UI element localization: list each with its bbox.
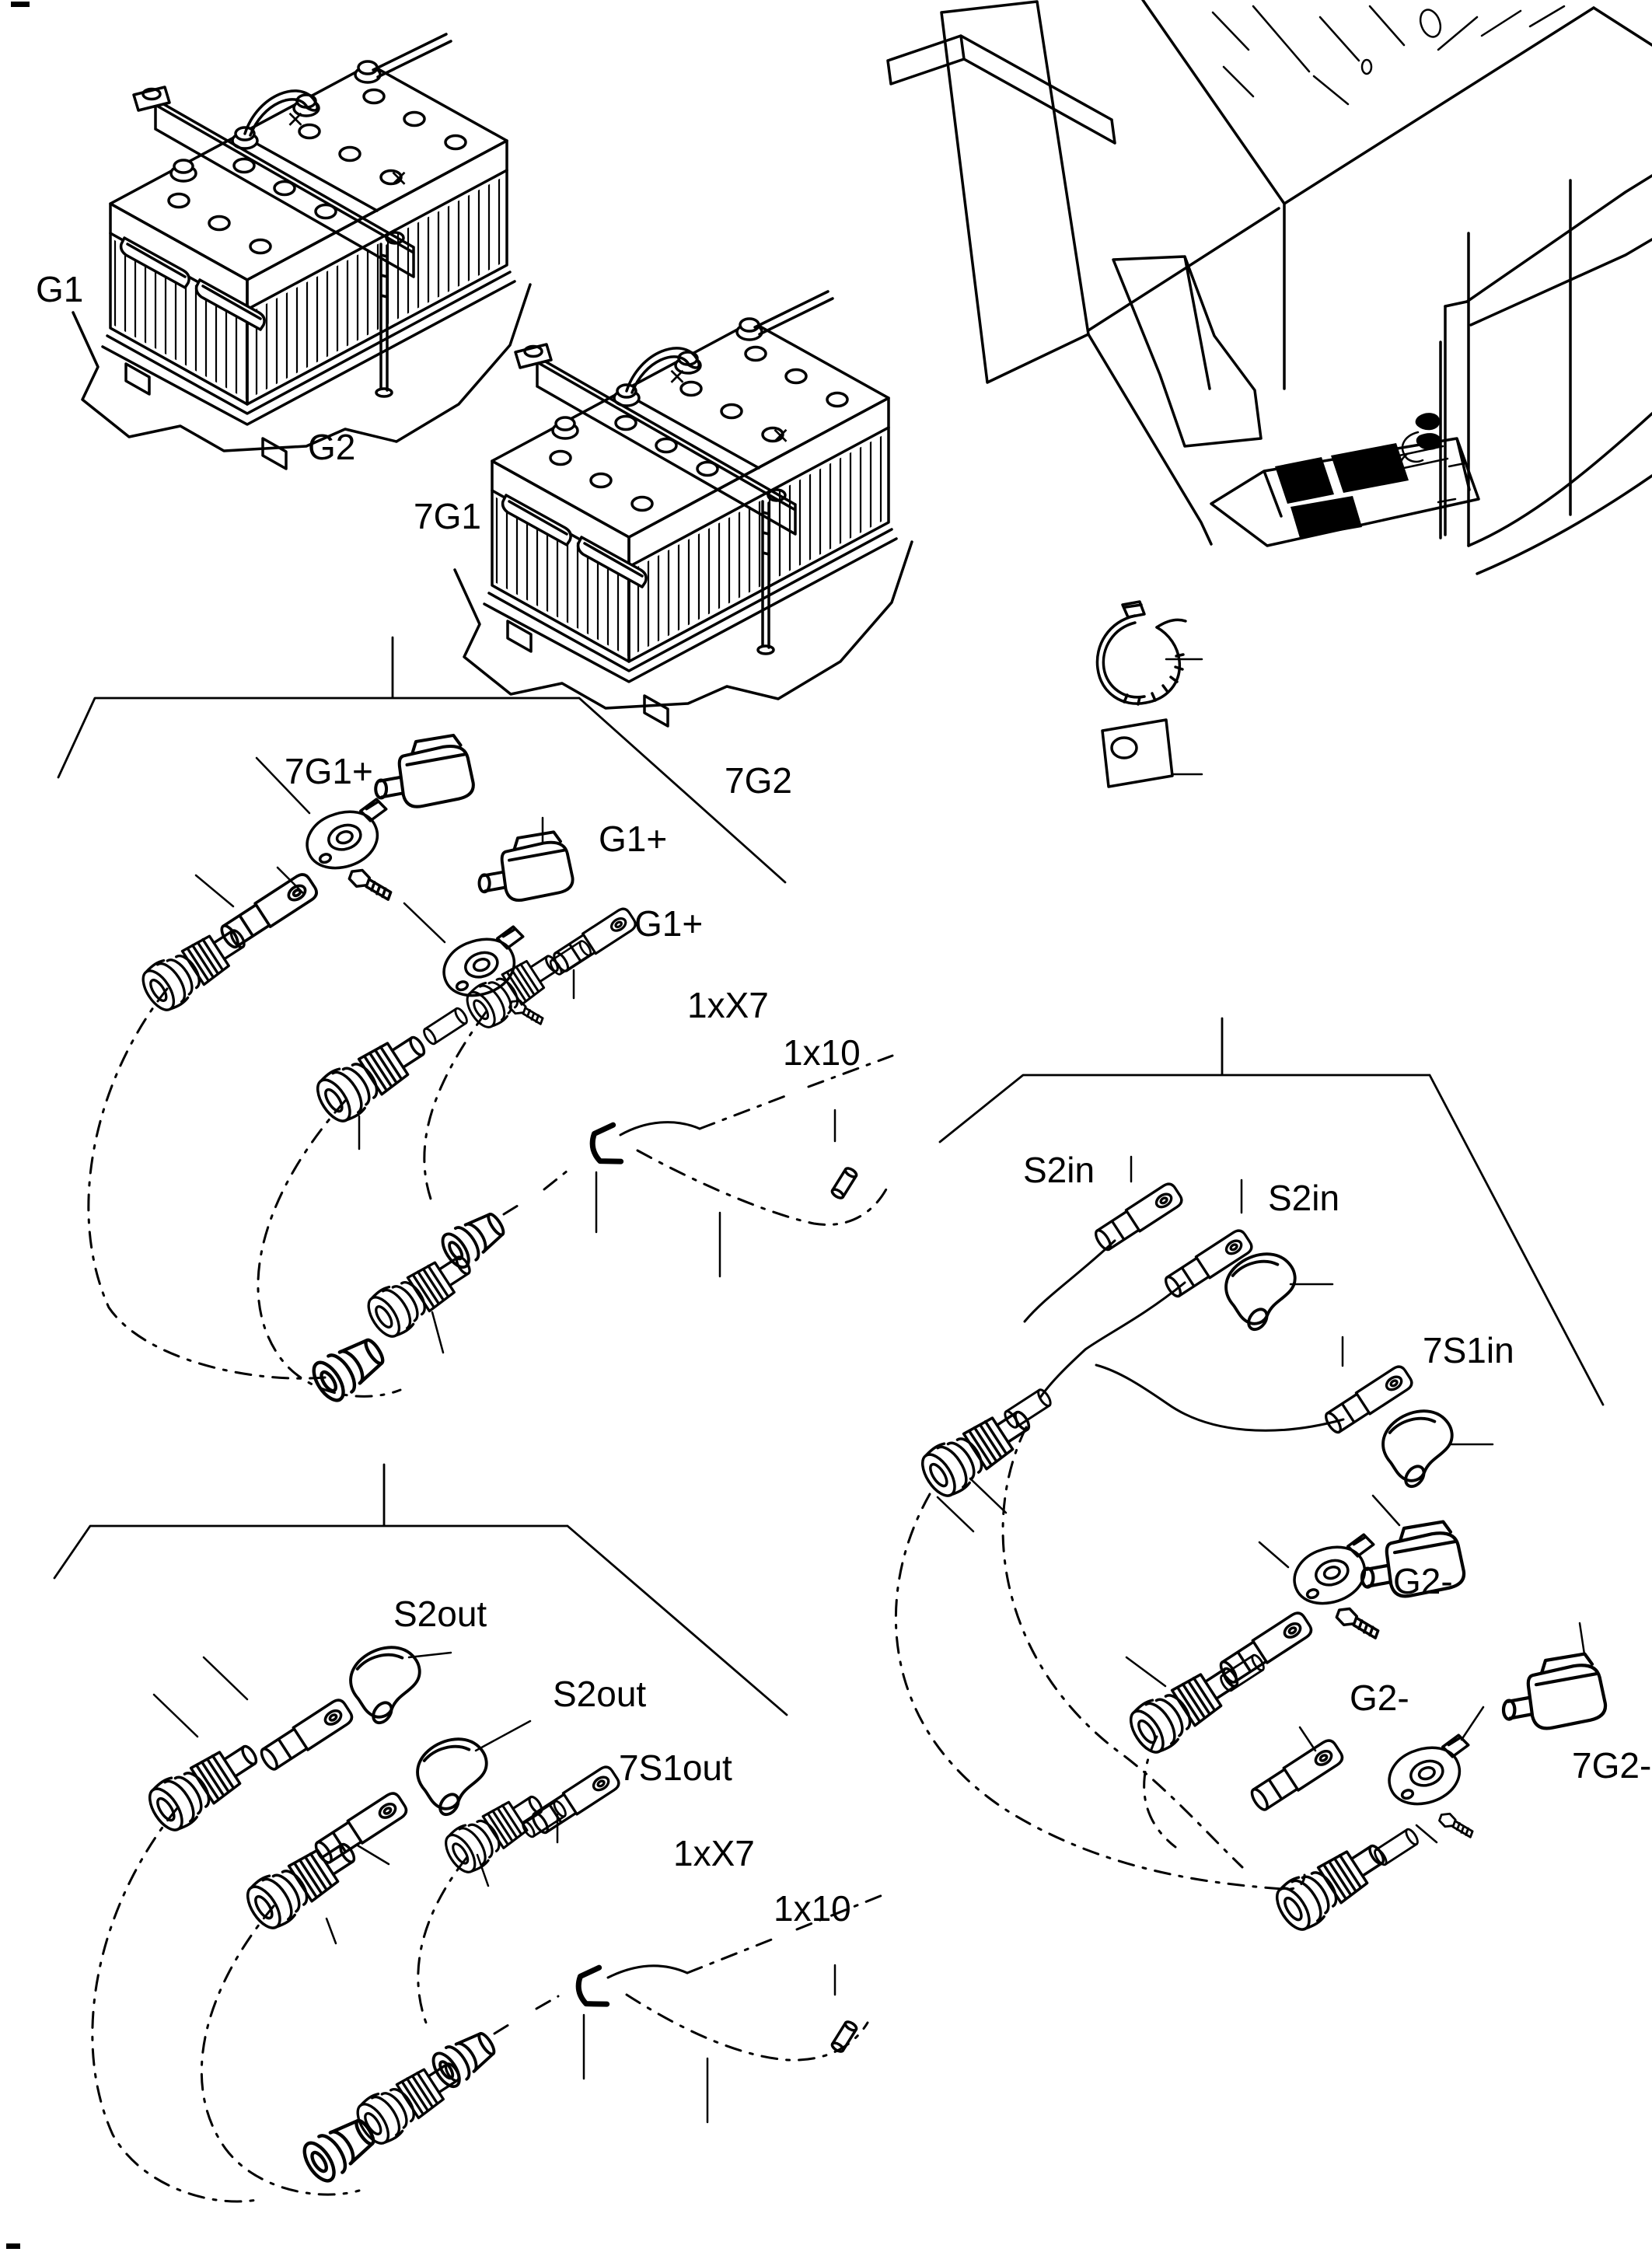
- callout-g1: G1: [36, 269, 84, 309]
- callout-s2out-1: S2out: [393, 1594, 487, 1634]
- callout-7s1in: 7S1in: [1423, 1330, 1514, 1370]
- callout-1x10-b: 1x10: [774, 1888, 851, 1929]
- callout-g1-plus-1: G1+: [599, 819, 668, 859]
- polarity-mark: ×: [389, 162, 408, 195]
- callout-s2out-2: S2out: [553, 1674, 647, 1714]
- callout-7g2: 7G2: [725, 760, 792, 801]
- polarity-mark: ×: [286, 103, 305, 136]
- callout-g2-minus-1: G2-: [1393, 1561, 1453, 1601]
- callout-g1-plus-2: G1+: [634, 903, 704, 944]
- callout-g2: G2: [308, 427, 356, 467]
- callout-1x10-a: 1x10: [783, 1032, 861, 1073]
- callout-s2in-2: S2in: [1268, 1178, 1340, 1218]
- callout-s2in-1: S2in: [1023, 1150, 1095, 1190]
- polarity-mark: ×: [771, 420, 790, 452]
- callout-7g1-plus: 7G1+: [285, 751, 373, 791]
- polarity-mark: ×: [668, 361, 686, 393]
- callout-7g1: 7G1: [414, 496, 481, 536]
- callout-7s1out: 7S1out: [619, 1747, 732, 1788]
- callout-g2-minus-2: G2-: [1350, 1678, 1409, 1718]
- callout-1xx7-a: 1xX7: [687, 985, 769, 1025]
- callout-1xx7-b: 1xX7: [673, 1833, 755, 1873]
- callout-7g2-minus: 7G2-: [1572, 1745, 1652, 1786]
